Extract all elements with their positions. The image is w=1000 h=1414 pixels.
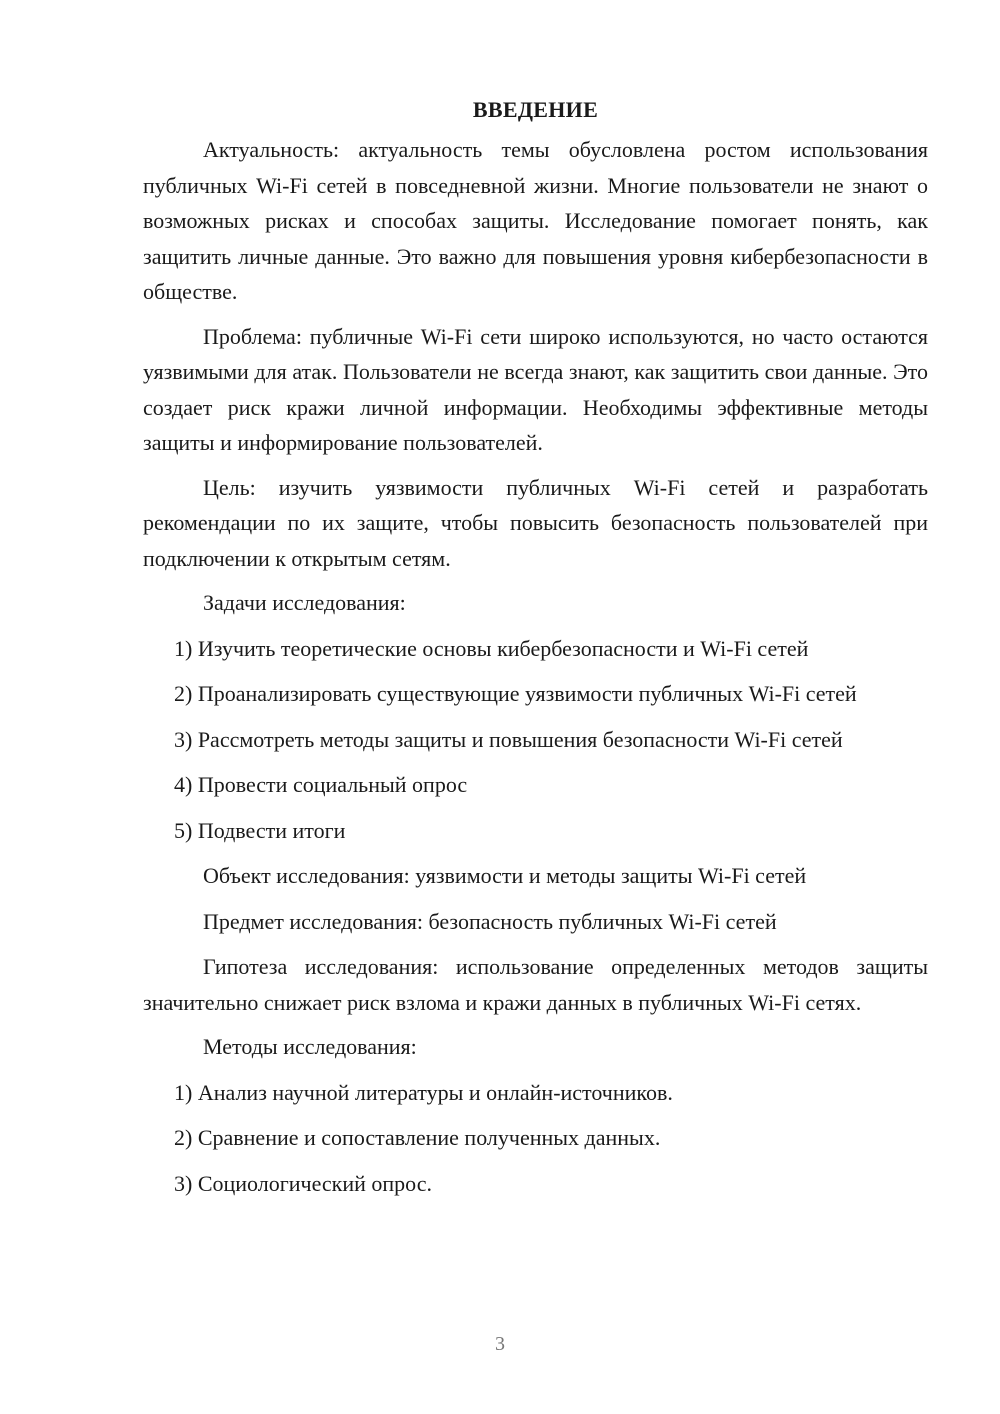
object-line: Объект исследования: уязвимости и методы защиты Wi-Fi сетей <box>203 863 807 888</box>
method-item: 1) Анализ научной литературы и онлайн-источников. <box>174 1079 673 1105</box>
task-item: 4) Провести социальный опрос <box>174 772 468 797</box>
page-number: 3 <box>495 1333 505 1355</box>
tasks-heading: Задачи исследования: <box>203 590 406 615</box>
method-item: 2) Сравнение и сопоставление полученных данных. <box>174 1125 661 1150</box>
hypothesis-paragraph: Гипотеза исследования: использование определенных методов защиты значительно снижает риск взлома и кражи данных в публичных Wi-Fi сетях. <box>143 954 928 1015</box>
subject-line: Предмет исследования: безопасность публичных Wi-Fi сетей <box>203 908 777 934</box>
task-item: 2) Проанализировать существующие уязвимости публичных Wi-Fi сетей <box>174 681 857 706</box>
method-item: 3) Социологический опрос. <box>174 1170 432 1196</box>
task-item: 3) Рассмотреть методы защиты и повышения безопасности Wi-Fi сетей <box>174 726 843 752</box>
relevance-paragraph: Актуальность: актуальность темы обусловлена ростом использования публичных Wi-Fi сетей в повседневной жизни. Многие пользователи не знают о возможных рисках и способах защиты. Исследование помогает понять, как защитить личные данные. Это важно для повышения уровня кибербезопасности в обществе. <box>143 137 928 304</box>
task-item: 1) Изучить теоретические основы кибербезопасности и Wi-Fi сетей <box>174 635 809 661</box>
problem-paragraph: Проблема: публичные Wi-Fi сети широко используются, но часто остаются уязвимыми для атак. Пользователи не всегда знают, как защитить свои данные. Это создает риск кражи личной информации. Необходимы эффективные методы защиты и информирование пользователей. <box>143 323 928 455</box>
methods-heading: Методы исследования: <box>203 1034 417 1059</box>
document-page <box>143 94 928 1211</box>
goal-paragraph: Цель: изучить уязвимости публичных Wi-Fi сетей и разработать рекомендации по их защите, чтобы повысить безопасность пользователей при подключении к открытым сетям. <box>143 474 928 571</box>
task-item: 5) Подвести итоги <box>174 817 346 843</box>
page-title: ВВЕДЕНИЕ <box>472 97 599 122</box>
